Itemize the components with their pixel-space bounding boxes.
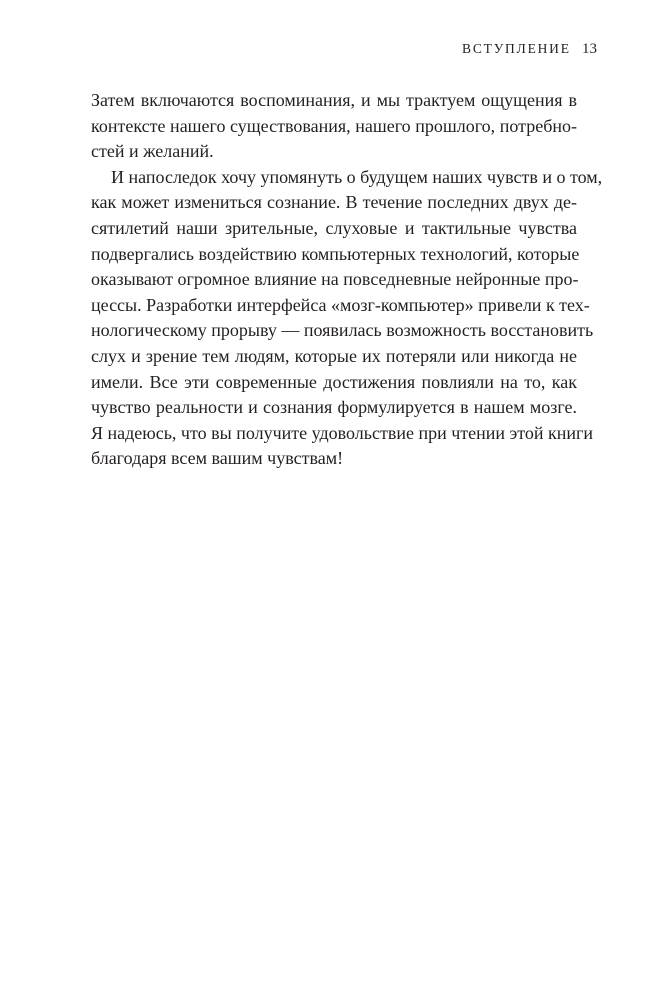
page-number: 13	[582, 41, 597, 57]
text-line: Я надеюсь, что вы получите удовольствие при чтении этой книги	[91, 422, 594, 443]
text-line: сятилетий наши зрительные, слуховые и тактильные чувства	[91, 217, 577, 238]
text-line: подвергались воздействию компьютерных технологий, которые	[91, 243, 580, 264]
text-line: чувство реальности и сознания формулируется в нашем мозге.	[91, 397, 577, 418]
text-line: стей и желаний.	[91, 141, 214, 162]
text-line: И напоследок хочу упомянуть о будущем наших чувств и о том,	[111, 166, 603, 187]
text-line: контексте нашего существования, нашего прошлого, потребно-	[91, 115, 577, 136]
running-header	[462, 41, 597, 58]
section-title: ВСТУПЛЕНИЕ	[462, 41, 571, 56]
body-text	[91, 88, 603, 472]
text-line: имели. Все эти современные достижения повлияли на то, как	[91, 371, 577, 392]
text-line: цессы. Разработки интерфейса «мозг-компьютер» привели к тех-	[91, 294, 590, 315]
text-line: как может измениться сознание. В течение последних двух де-	[91, 192, 577, 213]
text-line: благодаря всем вашим чувствам!	[91, 448, 344, 469]
text-line: нологическому прорыву — появилась возможность восстановить	[91, 320, 594, 341]
text-line: оказывают огромное влияние на повседневные нейронные про-	[91, 269, 579, 290]
text-line: слух и зрение тем людям, которые их потеряли или никогда не	[91, 345, 577, 366]
text-line: Затем включаются воспоминания, и мы трактуем ощущения в	[91, 90, 577, 110]
